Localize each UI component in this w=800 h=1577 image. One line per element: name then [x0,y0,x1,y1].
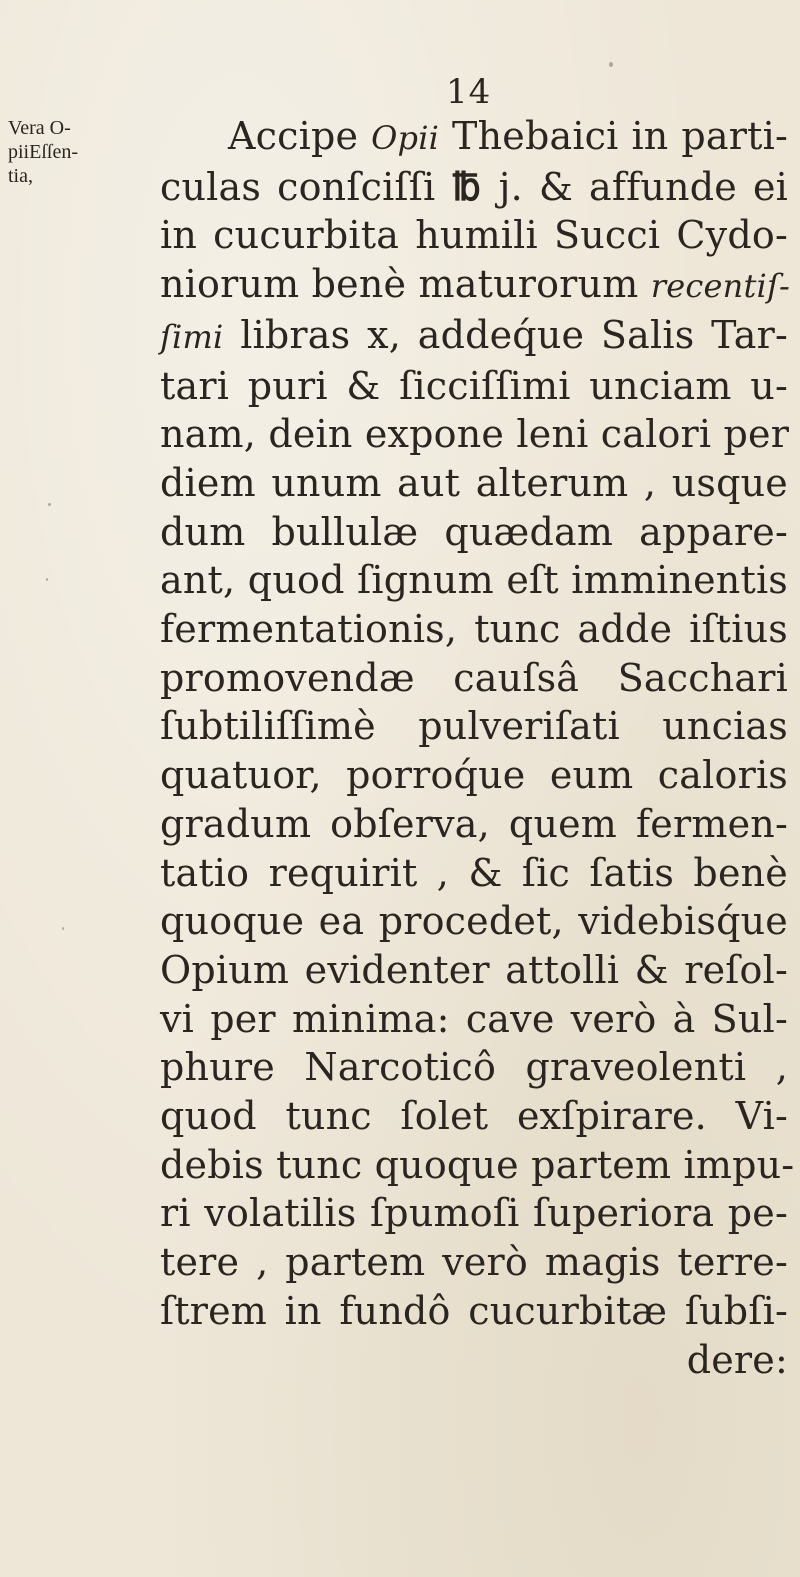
text-line [160,1336,788,1385]
text-line [160,654,788,703]
text-run: quoque ea procedet, videbisq́ue [160,899,788,944]
text-run: libras x, addeq́ue Salis Tar- [223,312,788,357]
text-run: niorum benè maturorum [160,262,651,307]
text-run: fermentationis, tunc adde iſtius [160,607,788,652]
text-run: gradum obſerva, quem fermen- [160,801,788,846]
text-run: nam, dein expone leni calori per [160,412,790,457]
text-line [160,849,788,898]
text-line [160,362,788,411]
text-run: ſtrem in fundô cucurbitæ ſubſi- [160,1288,788,1333]
text-line [160,751,788,800]
text-run: j. & affunde ei [482,164,789,209]
text-line [160,1141,795,1190]
text-line [160,459,788,508]
margin-note-line: piiEſſen- [8,141,78,163]
text-run: quod tunc ſolet exſpirare. Vi- [160,1094,788,1139]
text-run: promovendæ cauſsâ Sacchari [160,655,788,700]
text-run: in cucurbita humili Succi Cydo- [160,213,788,258]
text-run: diem unum aut alterum , usque [160,460,788,505]
text-run: tatio requirit , & ſic ſatis benè [160,850,788,895]
text-line [160,897,788,946]
text-run: dere: [686,1337,788,1382]
text-line [160,112,788,163]
text-run: ant, quod ſignum eſt imminentis [160,558,788,603]
text-line [160,946,788,995]
italic-word: recentiſ- [650,267,791,306]
text-run: ri volatilis ſpumoſi ſuperiora pe- [160,1191,788,1236]
text-line [160,702,788,751]
page-number: 14 [446,72,492,112]
text-run: vi per minima: cave verò à Sul- [160,996,788,1041]
text-line [160,556,788,605]
text-run: Accipe [228,114,372,158]
pound-weight-symbol: ℔ [452,163,482,209]
text-line [160,800,788,849]
text-line [160,163,788,212]
text-run: quatuor, porroq́ue eum caloris [160,753,788,798]
margin-note [8,116,148,188]
text-line [160,410,788,459]
italic-word: ſimi [160,317,224,356]
italic-word: Opii [371,119,440,157]
text-line [160,311,788,362]
text-run: Opium evidenter attolli & reſol- [160,947,788,992]
text-run: dum bullulæ quædam appare- [160,509,788,554]
text-run: tere , partem verò magis terre- [160,1240,788,1285]
text-line [160,1189,788,1238]
text-run: Thebaici in parti- [439,114,789,158]
text-line [160,260,791,311]
text-line [160,508,788,557]
text-line [160,1287,788,1336]
margin-note-line: Vera O- [8,117,71,139]
text-line [160,211,788,260]
body-text [160,112,795,1384]
text-run: ſubtiliſſimè pulveriſati uncias [160,704,788,749]
text-run: tari puri & ſicciſſimi unciam u- [160,363,788,408]
text-line [160,605,788,654]
text-run: debis tunc quoque partem impu- [160,1142,795,1187]
text-run: culas conſciſſi [160,164,452,209]
text-line [160,1092,788,1141]
text-line [160,995,788,1044]
margin-note-line: tia, [8,165,33,187]
text-run: phure Narcoticô graveolenti , [160,1045,788,1090]
text-line [160,1238,788,1287]
text-line [160,1043,788,1092]
